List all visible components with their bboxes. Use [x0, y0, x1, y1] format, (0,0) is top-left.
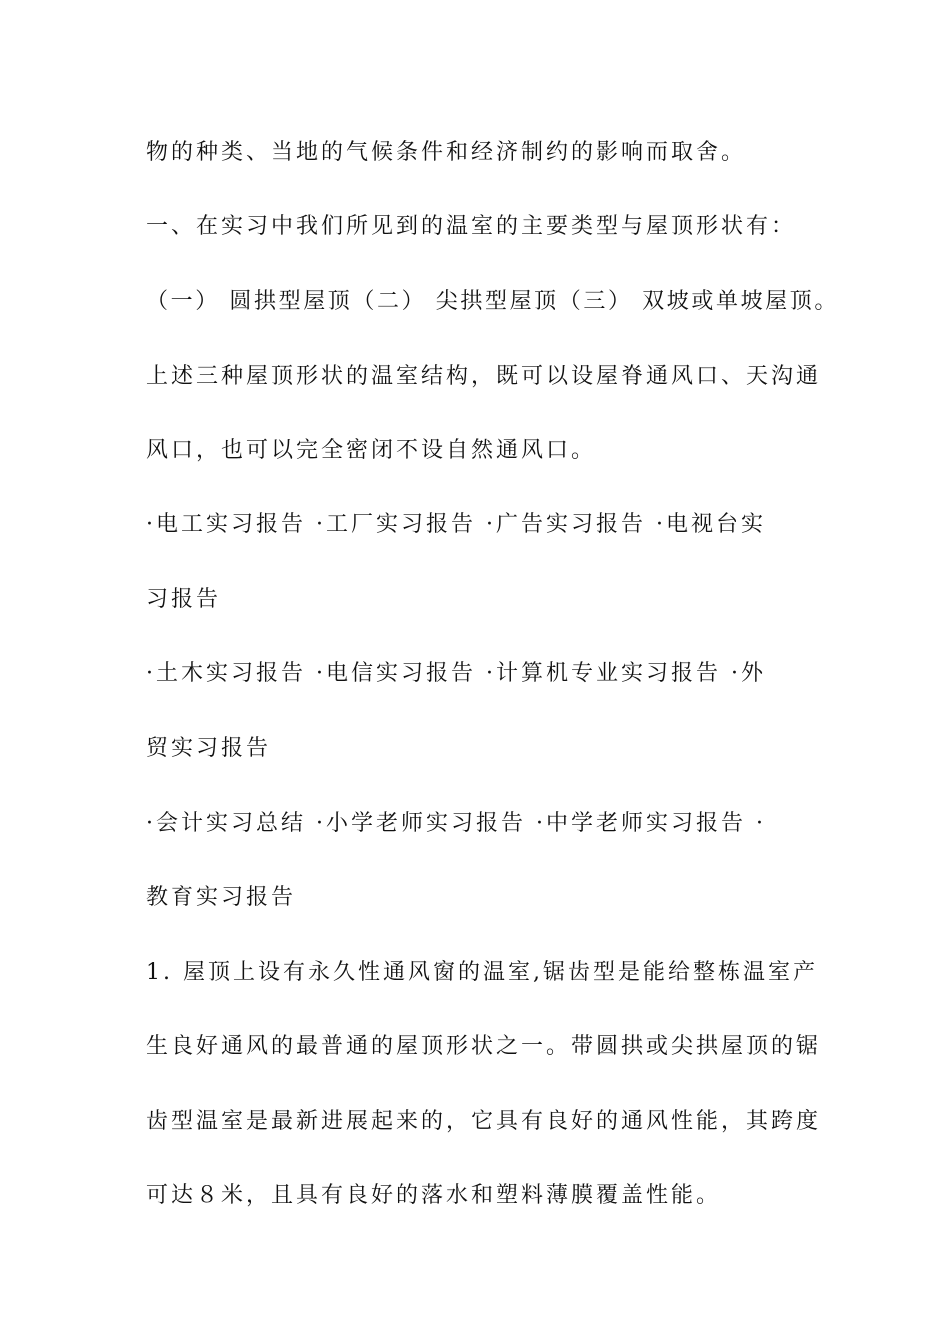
numbered-paragraph-line: 1. 屋顶上设有永久性通风窗的温室,锯齿型是能给整栋温室产 — [146, 960, 818, 985]
related-links-line: ·电工实习报告 ·工厂实习报告 ·广告实习报告 ·电视台实 — [146, 512, 766, 537]
text-line: 可达８米，且具有良好的落水和塑料薄膜覆盖性能。 — [146, 1183, 722, 1208]
related-links-line: 贸实习报告 — [146, 736, 272, 761]
text-line: （一） 圆拱型屋顶（二） 尖拱型屋顶（三） 双坡或单坡屋顶。 — [146, 289, 839, 314]
text-line: 风口，也可以完全密闭不设自然通风口。 — [146, 438, 597, 463]
related-links-line: ·土木实习报告 ·电信实习报告 ·计算机专业实习报告 ·外 — [146, 661, 766, 686]
related-links-line: ·会计实习总结 ·小学老师实习报告 ·中学老师实习报告 · — [146, 811, 766, 836]
text-line: 生良好通风的最普通的屋顶形状之一。带圆拱或尖拱屋顶的锯 — [146, 1034, 822, 1059]
related-links-line: 教育实习报告 — [146, 885, 297, 910]
text-line: 上述三种屋顶形状的温室结构，既可以设屋脊通风口、天沟通 — [146, 364, 822, 389]
section-heading: 一、在实习中我们所见到的温室的主要类型与屋顶形状有： — [146, 214, 797, 239]
related-links-line: 习报告 — [146, 587, 222, 612]
text-line: 物的种类、当地的气候条件和经济制约的影响而取舍。 — [146, 140, 747, 165]
text-line: 齿型温室是最新进展起来的，它具有良好的通风性能，其跨度 — [146, 1109, 822, 1134]
